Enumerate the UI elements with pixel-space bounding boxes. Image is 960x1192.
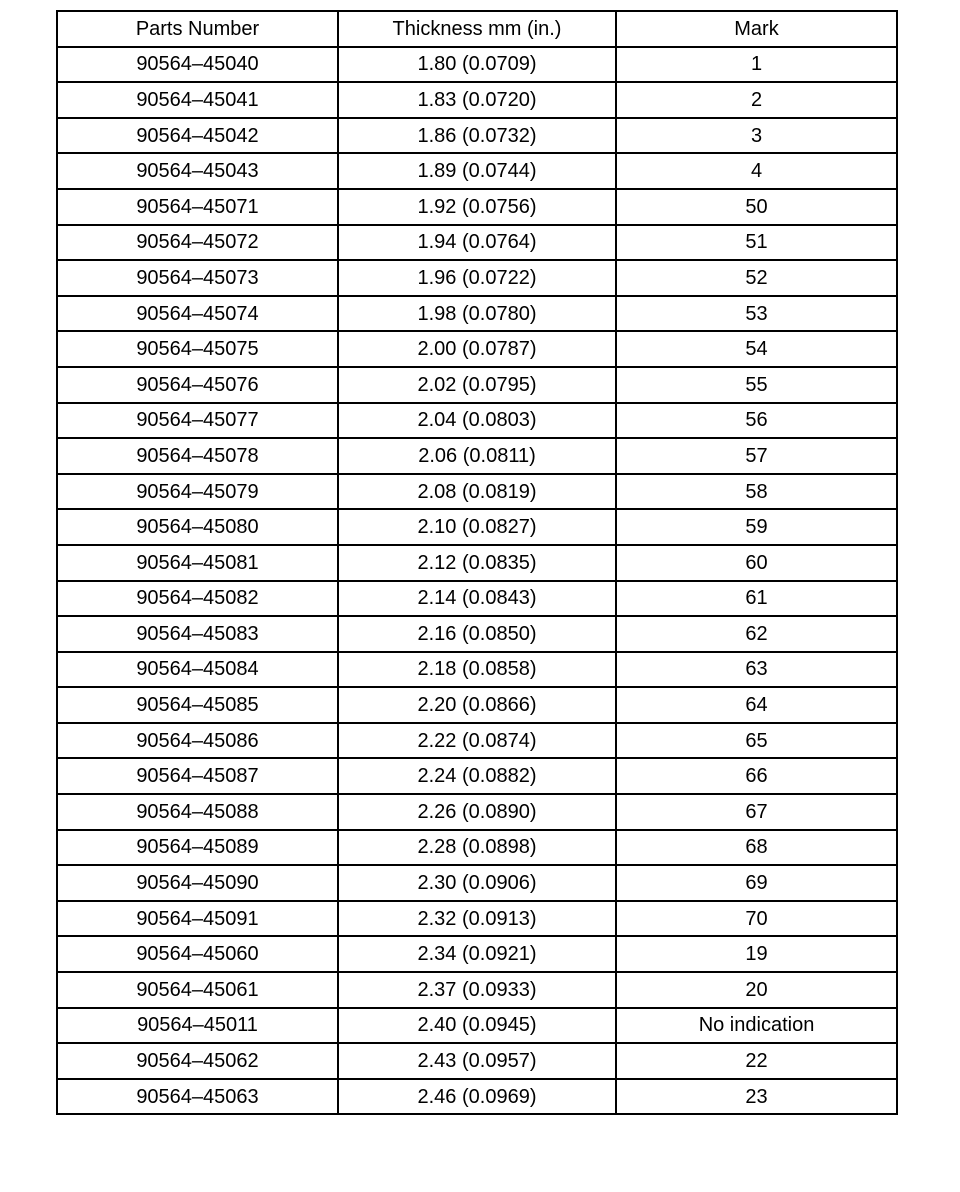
mark-cell: 50 <box>616 189 897 225</box>
table-header-row <box>57 11 897 47</box>
parts-number-cell: 90564–45077 <box>57 403 338 439</box>
parts-number-cell: 90564–45091 <box>57 901 338 937</box>
parts-number-cell: 90564–45075 <box>57 331 338 367</box>
thickness-cell: 2.10 (0.0827) <box>338 509 616 545</box>
mark-cell: 59 <box>616 509 897 545</box>
mark-cell: 54 <box>616 331 897 367</box>
thickness-cell: 2.22 (0.0874) <box>338 723 616 759</box>
mark-cell: 53 <box>616 296 897 332</box>
table-row <box>57 474 897 510</box>
thickness-cell: 2.16 (0.0850) <box>338 616 616 652</box>
table-row <box>57 723 897 759</box>
table-row <box>57 47 897 83</box>
mark-cell: 52 <box>616 260 897 296</box>
table-row <box>57 1079 897 1115</box>
mark-cell: 3 <box>616 118 897 154</box>
thickness-cell: 2.06 (0.0811) <box>338 438 616 474</box>
mark-cell: 63 <box>616 652 897 688</box>
table-row <box>57 901 897 937</box>
thickness-cell: 2.02 (0.0795) <box>338 367 616 403</box>
table-row <box>57 545 897 581</box>
table-row <box>57 82 897 118</box>
mark-cell: 57 <box>616 438 897 474</box>
header-parts-number: Parts Number <box>57 11 338 47</box>
mark-cell: 68 <box>616 830 897 866</box>
parts-number-cell: 90564–45060 <box>57 936 338 972</box>
thickness-cell: 2.24 (0.0882) <box>338 758 616 794</box>
table-row <box>57 865 897 901</box>
thickness-cell: 2.14 (0.0843) <box>338 581 616 617</box>
thickness-cell: 2.18 (0.0858) <box>338 652 616 688</box>
mark-cell: 23 <box>616 1079 897 1115</box>
parts-number-cell: 90564–45080 <box>57 509 338 545</box>
parts-number-cell: 90564–45063 <box>57 1079 338 1115</box>
table-row <box>57 1043 897 1079</box>
parts-number-cell: 90564–45041 <box>57 82 338 118</box>
thickness-cell: 2.04 (0.0803) <box>338 403 616 439</box>
thickness-cell: 2.08 (0.0819) <box>338 474 616 510</box>
parts-number-cell: 90564–45011 <box>57 1008 338 1044</box>
mark-cell: 2 <box>616 82 897 118</box>
mark-cell: 56 <box>616 403 897 439</box>
mark-cell: 60 <box>616 545 897 581</box>
thickness-cell: 2.28 (0.0898) <box>338 830 616 866</box>
parts-number-cell: 90564–45076 <box>57 367 338 403</box>
thickness-cell: 1.98 (0.0780) <box>338 296 616 332</box>
table-row <box>57 687 897 723</box>
mark-cell: 51 <box>616 225 897 261</box>
parts-number-cell: 90564–45073 <box>57 260 338 296</box>
mark-cell: 70 <box>616 901 897 937</box>
thickness-cell: 1.92 (0.0756) <box>338 189 616 225</box>
mark-cell: 19 <box>616 936 897 972</box>
mark-cell: 1 <box>616 47 897 83</box>
thickness-cell: 1.89 (0.0744) <box>338 153 616 189</box>
mark-cell: 58 <box>616 474 897 510</box>
parts-number-cell: 90564–45086 <box>57 723 338 759</box>
table-row <box>57 616 897 652</box>
mark-cell: 67 <box>616 794 897 830</box>
thickness-cell: 2.00 (0.0787) <box>338 331 616 367</box>
thickness-cell: 2.34 (0.0921) <box>338 936 616 972</box>
parts-number-cell: 90564–45072 <box>57 225 338 261</box>
parts-thickness-table <box>56 10 898 1115</box>
thickness-cell: 1.94 (0.0764) <box>338 225 616 261</box>
thickness-cell: 1.96 (0.0722) <box>338 260 616 296</box>
thickness-cell: 2.12 (0.0835) <box>338 545 616 581</box>
parts-number-cell: 90564–45083 <box>57 616 338 652</box>
table-row <box>57 1008 897 1044</box>
thickness-cell: 2.30 (0.0906) <box>338 865 616 901</box>
table-body <box>57 47 897 1115</box>
table-row <box>57 260 897 296</box>
mark-cell: 65 <box>616 723 897 759</box>
parts-number-cell: 90564–45089 <box>57 830 338 866</box>
table-row <box>57 296 897 332</box>
mark-cell: 66 <box>616 758 897 794</box>
thickness-cell: 2.40 (0.0945) <box>338 1008 616 1044</box>
parts-number-cell: 90564–45085 <box>57 687 338 723</box>
table-row <box>57 189 897 225</box>
thickness-cell: 1.86 (0.0732) <box>338 118 616 154</box>
mark-cell: 62 <box>616 616 897 652</box>
header-mark: Mark <box>616 11 897 47</box>
mark-cell: 64 <box>616 687 897 723</box>
table-row <box>57 509 897 545</box>
parts-number-cell: 90564–45040 <box>57 47 338 83</box>
mark-cell: 55 <box>616 367 897 403</box>
mark-cell: 61 <box>616 581 897 617</box>
table-row <box>57 794 897 830</box>
thickness-cell: 1.80 (0.0709) <box>338 47 616 83</box>
parts-number-cell: 90564–45090 <box>57 865 338 901</box>
table-row <box>57 652 897 688</box>
parts-number-cell: 90564–45074 <box>57 296 338 332</box>
thickness-cell: 2.20 (0.0866) <box>338 687 616 723</box>
table-row <box>57 225 897 261</box>
table-row <box>57 403 897 439</box>
table-row <box>57 830 897 866</box>
thickness-cell: 2.37 (0.0933) <box>338 972 616 1008</box>
table-row <box>57 331 897 367</box>
table-row <box>57 581 897 617</box>
parts-number-cell: 90564–45079 <box>57 474 338 510</box>
mark-cell: No indication <box>616 1008 897 1044</box>
parts-number-cell: 90564–45043 <box>57 153 338 189</box>
thickness-cell: 2.43 (0.0957) <box>338 1043 616 1079</box>
parts-number-cell: 90564–45061 <box>57 972 338 1008</box>
parts-number-cell: 90564–45081 <box>57 545 338 581</box>
table-row <box>57 153 897 189</box>
table-row <box>57 758 897 794</box>
table-header <box>57 11 897 47</box>
thickness-cell: 2.26 (0.0890) <box>338 794 616 830</box>
table-row <box>57 438 897 474</box>
table-row <box>57 118 897 154</box>
parts-number-cell: 90564–45071 <box>57 189 338 225</box>
mark-cell: 22 <box>616 1043 897 1079</box>
parts-number-cell: 90564–45078 <box>57 438 338 474</box>
parts-number-cell: 90564–45084 <box>57 652 338 688</box>
header-thickness: Thickness mm (in.) <box>338 11 616 47</box>
table-row <box>57 367 897 403</box>
parts-number-cell: 90564–45042 <box>57 118 338 154</box>
mark-cell: 4 <box>616 153 897 189</box>
parts-number-cell: 90564–45088 <box>57 794 338 830</box>
table-row <box>57 972 897 1008</box>
parts-number-cell: 90564–45082 <box>57 581 338 617</box>
parts-number-cell: 90564–45062 <box>57 1043 338 1079</box>
thickness-cell: 2.46 (0.0969) <box>338 1079 616 1115</box>
parts-number-cell: 90564–45087 <box>57 758 338 794</box>
thickness-cell: 1.83 (0.0720) <box>338 82 616 118</box>
thickness-cell: 2.32 (0.0913) <box>338 901 616 937</box>
table-row <box>57 936 897 972</box>
mark-cell: 20 <box>616 972 897 1008</box>
mark-cell: 69 <box>616 865 897 901</box>
